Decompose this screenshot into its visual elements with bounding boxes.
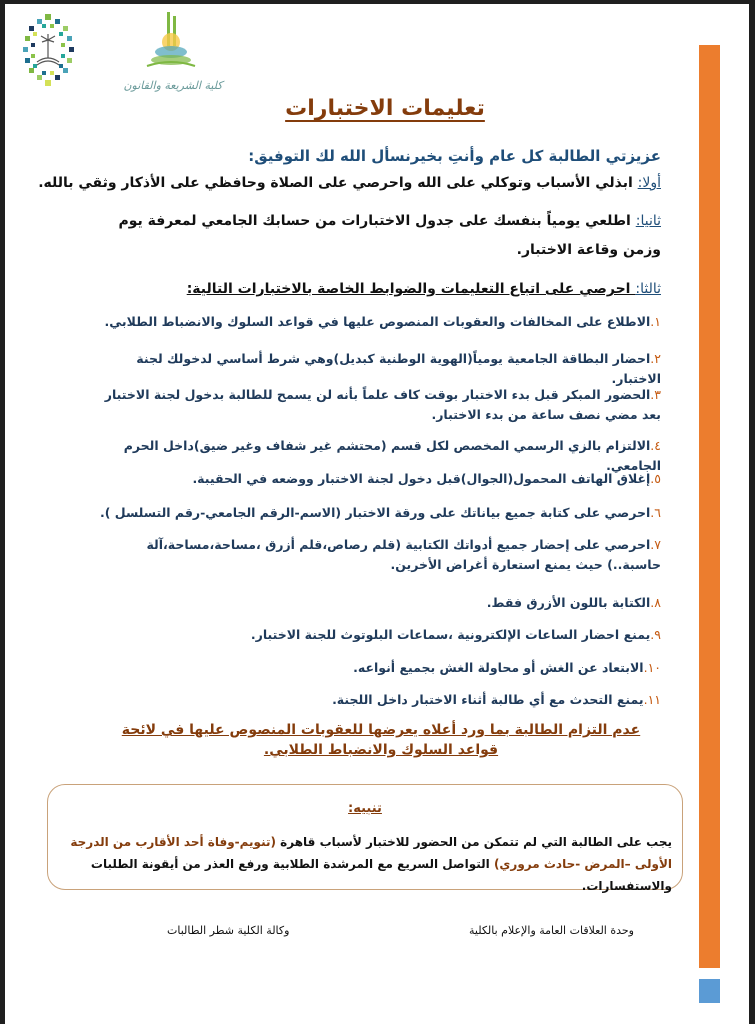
list-item <box>91 349 661 389</box>
section-first-label: أولا: <box>637 175 661 191</box>
decorative-orange-bar <box>699 45 720 968</box>
item-text: يمنع احضار الساعات الإلكترونية ،سماعات البلوتوث للجنة الاختبار. <box>250 627 651 642</box>
list-item <box>91 469 661 489</box>
notice-text-end: التواصل السريع مع المرشدة الطلابية ورفع العذر من أيقونة الطلبات والاستفسارات. <box>90 857 672 893</box>
item-text: الاطلاع على المخالفات والعقوبات المنصوص عليها في قواعد السلوك والانضباط الطلابي. <box>104 314 651 329</box>
item-number: ٥. <box>650 471 661 486</box>
list-item <box>91 503 661 523</box>
footer-signature-left: وكالة الكلية شطر الطالبات <box>167 924 290 937</box>
item-number: ٧. <box>650 537 661 552</box>
footer-signature-right: وحدة العلاقات العامة والإعلام بالكلية <box>468 924 634 937</box>
item-number: ٨. <box>650 595 661 610</box>
section-second-text: اطلعي يومياً بنفسك على جدول الاختبارات من حسابك الجامعي لمعرفة يوم وزمن وقاعة الاختبار. <box>118 213 661 258</box>
item-text: إغلاق الهاتف المحمول(الجوال)قبل دخول لجنة الاختبار ووضعه في الحقيبة. <box>192 471 651 486</box>
greeting: عزيزتي الطالبة كل عام وأنتِ بخيرنسأل الله لك التوفيق: <box>248 147 661 165</box>
item-text: الكتابة باللون الأزرق فقط. <box>486 595 651 610</box>
list-item <box>91 690 661 710</box>
item-text: احرصي على كتابة جميع بياناتك على ورقة الاختبار (الاسم-الرقم الجامعي-رقم التسلسل ). <box>99 505 651 520</box>
page-title: تعليمات الاختبارات <box>285 96 485 121</box>
item-number: ٦. <box>650 505 661 520</box>
item-number: ١. <box>650 314 661 329</box>
college-logo <box>117 8 229 92</box>
item-text: الابتعاد عن الغش أو محاولة الغش بجميع أنواعه. <box>353 660 644 675</box>
item-number: ٣. <box>650 387 661 402</box>
section-third <box>187 275 661 304</box>
penalty-warning: عدم التزام الطالبة بما ورد أعلاه يعرضها للعقوبات المنصوص عليها في لائحة قواعد السلوك والانضباط الطلابي. <box>121 722 641 758</box>
item-number: ٤. <box>650 438 661 453</box>
notice-title: تنبيه: <box>348 801 382 816</box>
saudi-vision-logo <box>19 10 79 96</box>
item-number: ٩. <box>650 627 661 642</box>
item-text: الحضور المبكر قبل بدء الاختبار بوقت كاف علماً بأنه لن يسمح للطالبة بدخول لجنة الاختبار بعد مضي نصف ساعة من بدء الاختبار. <box>104 387 661 422</box>
item-number: ٢. <box>650 351 661 366</box>
vision-emblem-icon <box>19 10 79 96</box>
section-second-label: ثانيا: <box>635 213 661 229</box>
section-first <box>38 169 661 198</box>
college-emblem-icon <box>117 8 229 74</box>
section-third-text: احرصي على اتباع التعليمات والضوابط الخاصة بالاختبارات التالية: <box>186 281 636 297</box>
section-second <box>101 207 661 265</box>
item-text: احرصي على إحضار جميع أدواتك الكتابية (قلم رصاص،قلم أزرق ،مساحة،مساحة،آلة حاسبة..) حيث يمنع استعارة أغراض الأخرين. <box>146 537 661 572</box>
item-number: ١٠. <box>643 660 661 675</box>
decorative-blue-square <box>699 979 720 1003</box>
list-item <box>91 658 661 678</box>
notice-text <box>52 831 672 897</box>
item-number: ١١. <box>643 692 661 707</box>
section-first-text: ابذلي الأسباب وتوكلي على الله واحرصي على الصلاة وحافظي على الأذكار وثقي بالله. <box>38 175 638 191</box>
document-page <box>5 4 749 1024</box>
item-text: يمنع التحدث مع أي طالبة أثناء الاختبار داخل اللجنة. <box>332 692 644 707</box>
list-item <box>91 593 661 613</box>
notice-text-start: يجب على الطالبة التي لم تتمكن من الحضور للاختبار لأسباب قاهرة <box>275 835 672 849</box>
list-item <box>91 535 661 575</box>
notice-box <box>47 784 683 893</box>
list-item <box>91 385 661 425</box>
section-third-label: ثالثا: <box>635 281 661 297</box>
item-text: احضار البطاقة الجامعية يومياً(الهوية الوطنية كبديل)وهي شرط أساسي لدخولك لجنة الاختبار. <box>136 351 661 386</box>
list-item <box>91 312 661 332</box>
college-logo-caption: كلية الشريعة والقانون <box>123 79 223 92</box>
notice-text-highlight: (تنويم-وفاة أحد الأقارب من الدرجة الأولى –المرض -حادث مروري) <box>70 835 672 871</box>
list-item <box>91 625 661 645</box>
item-text: الالتزام بالزي الرسمي المخصص لكل قسم (محتشم غير شفاف وغير ضيق)داخل الحرم الجامعي. <box>123 438 661 473</box>
